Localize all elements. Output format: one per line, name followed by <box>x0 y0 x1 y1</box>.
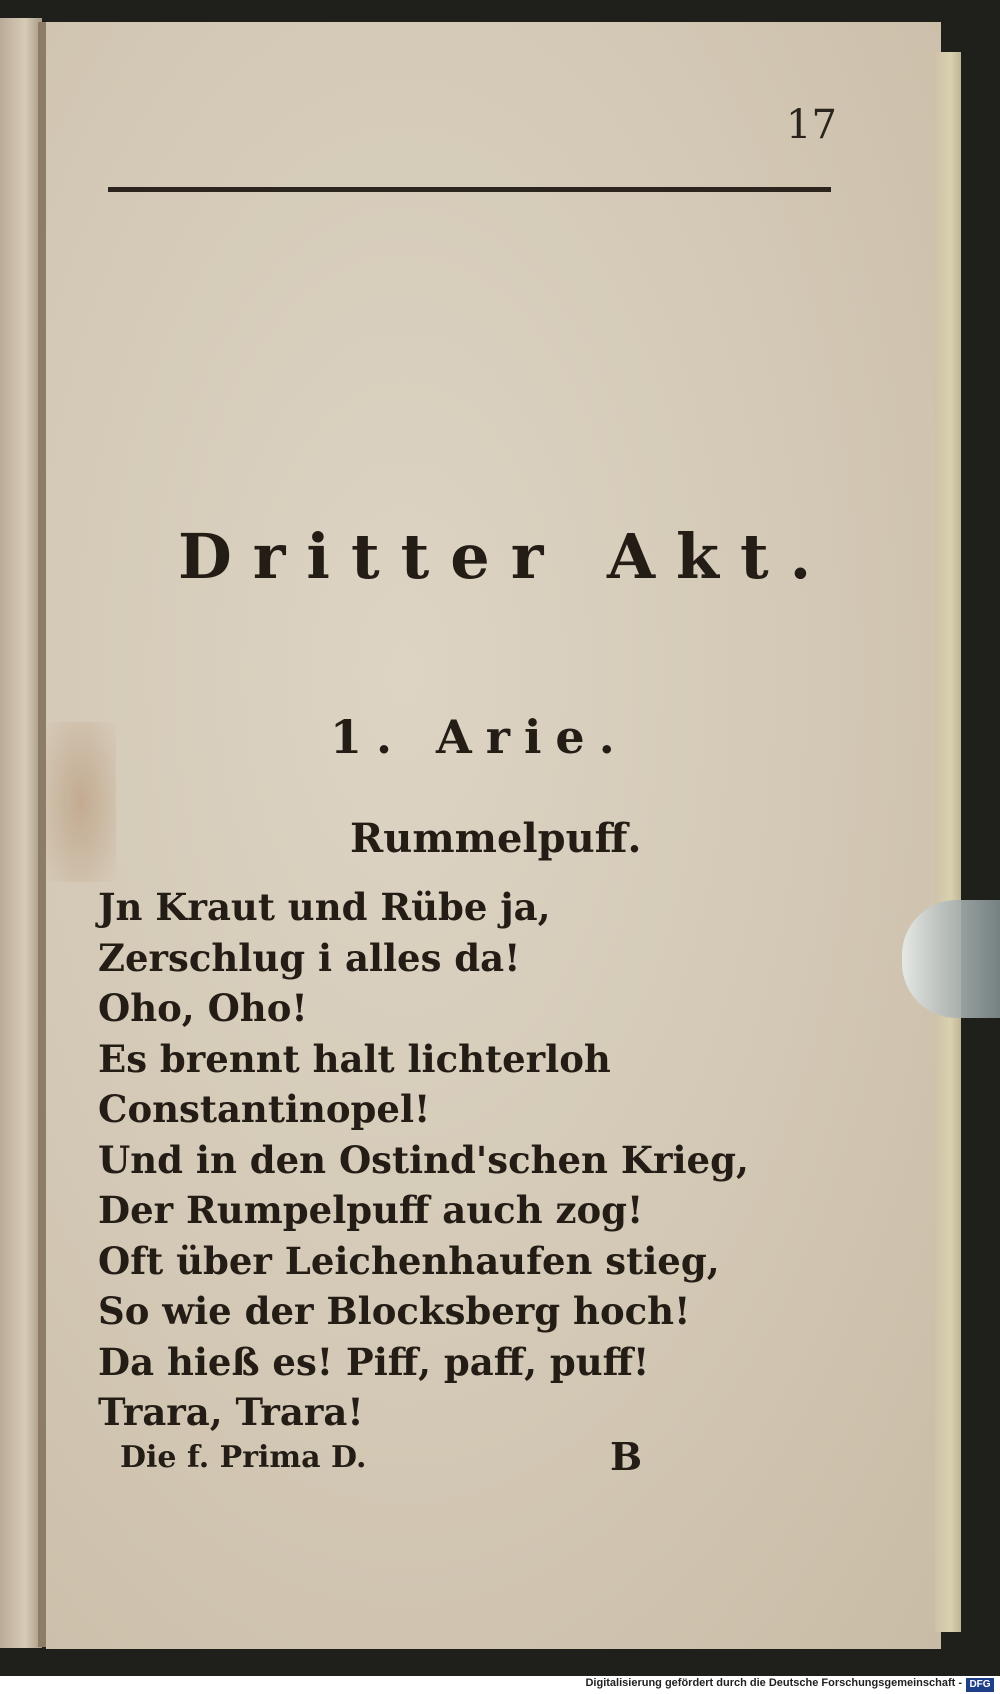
verse-line: Der Rumpelpuff auch zog! <box>98 1188 644 1232</box>
act-heading: Dritter Akt. <box>178 520 833 593</box>
verse-line: Oft über Leichenhaufen stieg, <box>98 1238 720 1283</box>
verse-line: Und in den Ostind'schen Krieg, <box>98 1137 749 1182</box>
footer-credit: Digitalisierung gefördert durch die Deutsche Forschungsgemeinschaft - <box>585 1677 962 1689</box>
verse-line: Zerschlug i alles da! <box>98 935 521 980</box>
verse-line: So wie der Blocksberg hoch! <box>98 1289 691 1333</box>
dfg-logo-icon: DFG <box>966 1678 994 1692</box>
page-number: 17 <box>786 102 837 148</box>
verse-line: Es brennt halt lichterloh <box>98 1036 611 1081</box>
verse-line: Constantinopel! <box>98 1087 431 1131</box>
verse-line: Trara, Trara! <box>98 1390 364 1434</box>
signature-line: Die f. Prima D. <box>120 1440 367 1475</box>
verse-line: Jn Kraut und Rübe ja, <box>98 885 551 929</box>
catchword: B <box>610 1434 643 1479</box>
page-clip <box>902 900 1000 1018</box>
page-stain <box>46 722 116 882</box>
page-edge-stack <box>935 52 961 1632</box>
section-heading: 1. Arie. <box>330 710 629 764</box>
left-page-edge <box>0 18 42 1648</box>
header-rule <box>108 187 831 192</box>
verse-line: Oho, Oho! <box>98 986 308 1030</box>
speaker-name: Rummelpuff. <box>350 815 642 862</box>
verse-line: Da hieß es! Piff, paff, puff! <box>98 1339 650 1384</box>
verse-block <box>98 882 749 1438</box>
